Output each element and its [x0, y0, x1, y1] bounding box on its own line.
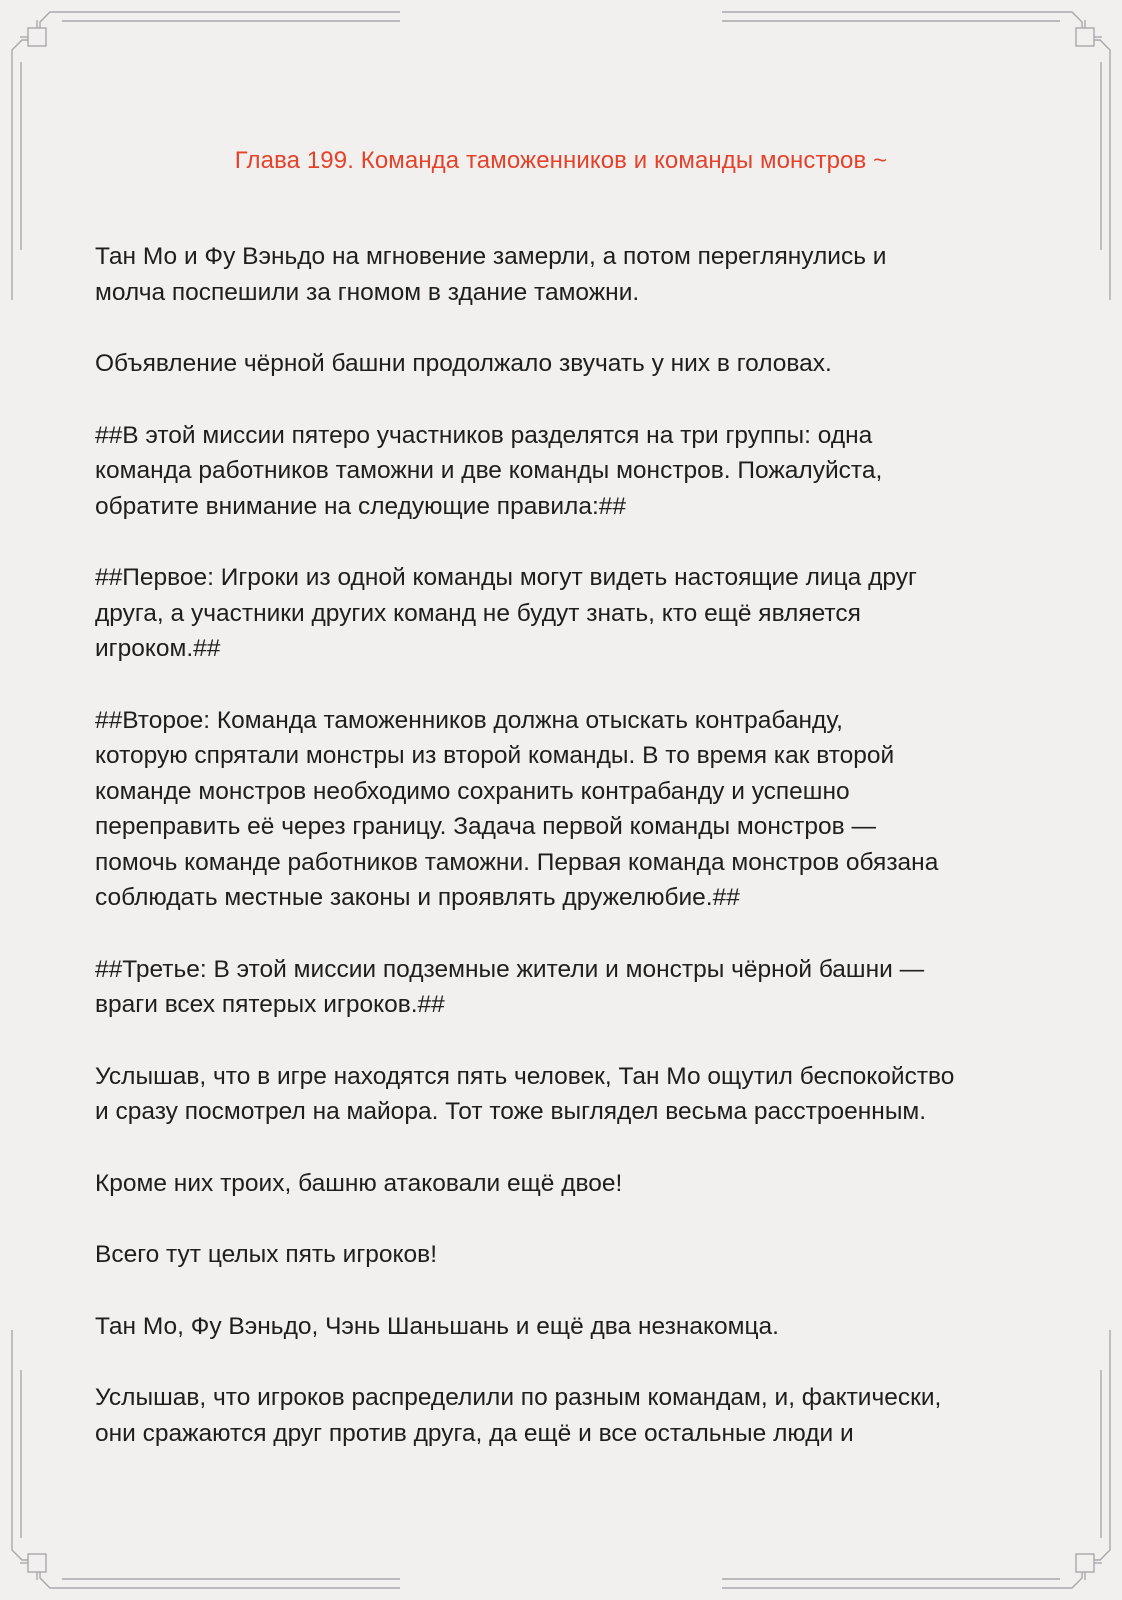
paragraph-line: помочь команде работников таможни. Первая команда монстров обязана: [95, 848, 939, 876]
paragraph: [95, 1166, 1035, 1202]
paragraph-line: друга, а участники других команд не будут знать, кто ещё является: [95, 599, 861, 627]
paragraph: [95, 1237, 1035, 1273]
paragraph: [95, 418, 1035, 525]
paragraph-line: ##Первое: Игроки из одной команды могут видеть настоящие лица друг: [95, 564, 917, 591]
paragraph-line: ##Третье: В этой миссии подземные жители и монстры чёрной башни —: [95, 955, 925, 983]
paragraph-line: ##Второе: Команда таможенников должна отыскать контрабанду,: [95, 706, 843, 734]
paragraph: [95, 560, 1035, 667]
paragraph: [95, 239, 1035, 310]
paragraph-line: Всего тут целых пять игроков!: [95, 1241, 437, 1268]
paragraph-line: Услышав, что в игре находятся пять человек, Тан Мо ощутил беспокойство: [95, 1062, 955, 1090]
paragraph-line: команде монстров необходимо сохранить контрабанду и успешно: [95, 777, 850, 805]
paragraph-line: Тан Мо, Фу Вэньдо, Чэнь Шаньшань и ещё два незнакомца.: [95, 1312, 779, 1340]
paragraph: [95, 1059, 1035, 1130]
paragraph-line: переправить её через границу. Задача первой команды монстров —: [95, 813, 876, 840]
paragraph-line: они сражаются друг против друга, да ещё и все остальные люди и: [95, 1419, 854, 1447]
paragraph: [95, 346, 1035, 382]
paragraph: [95, 1309, 1035, 1345]
chapter-title: Глава 199. Команда таможенников и команды монстров ~: [234, 147, 888, 174]
paragraph: [95, 703, 1035, 916]
paragraph-line: молча поспешили за гномом в здание таможни.: [95, 278, 640, 306]
paragraph-line: игроком.##: [95, 635, 221, 662]
paragraph-line: соблюдать местные законы и проявлять дружелюбие.##: [95, 884, 740, 911]
paragraph-line: Кроме них троих, башню атаковали ещё двое!: [95, 1169, 623, 1197]
paragraph: [95, 952, 1035, 1023]
paragraph-line: Услышав, что игроков распределили по разным командам, и, фактически,: [95, 1384, 942, 1411]
chapter-body: [95, 239, 1035, 1487]
paragraph-line: обратите внимание на следующие правила:##: [95, 492, 626, 520]
paragraph: [95, 1380, 1035, 1451]
paragraph-line: и сразу посмотрел на майора. Тот тоже выглядел весьма расстроенным.: [95, 1098, 927, 1125]
paragraph-line: Тан Мо и Фу Вэньдо на мгновение замерли, а потом переглянулись и: [95, 243, 887, 270]
paragraph-line: Объявление чёрной башни продолжало звучать у них в головах.: [95, 350, 832, 377]
paragraph-line: которую спрятали монстры из второй команды. В то время как второй: [95, 742, 895, 769]
paragraph-line: ##В этой миссии пятеро участников разделятся на три группы: одна: [95, 421, 873, 449]
paragraph-line: команда работников таможни и две команды монстров. Пожалуйста,: [95, 457, 883, 484]
paragraph-line: враги всех пятерых игроков.##: [95, 991, 445, 1018]
